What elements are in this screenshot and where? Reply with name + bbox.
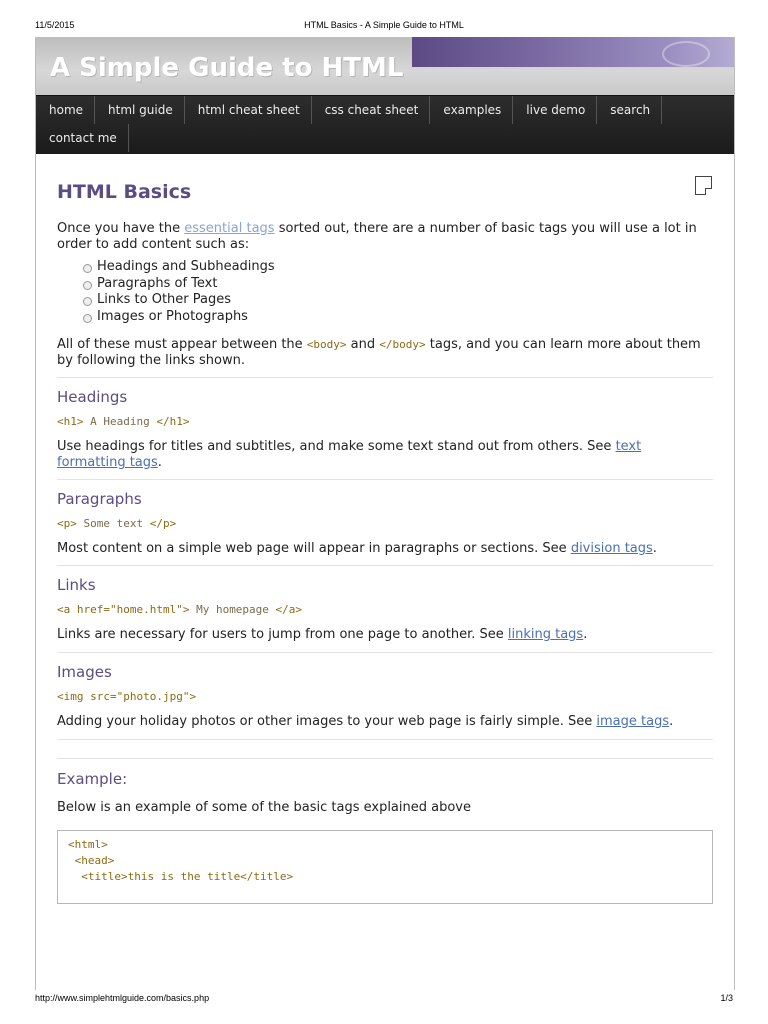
code-line: <title>this is the title</title> — [68, 870, 294, 883]
code-example-paragraphs — [57, 517, 713, 531]
section-divider — [57, 758, 713, 759]
body-tags-text-before: All of these must appear between the — [57, 337, 307, 352]
desc-end: . — [157, 455, 162, 470]
code-example-images — [57, 690, 713, 704]
code-example-headings — [57, 415, 713, 429]
headings-description — [57, 439, 713, 471]
code-open-tag: <p> — [57, 517, 77, 530]
section-divider — [57, 739, 713, 740]
division-tags-link[interactable]: division tags — [570, 541, 653, 556]
section-divider — [57, 565, 713, 566]
desc-end: . — [583, 627, 588, 642]
images-description — [57, 714, 713, 730]
essential-tags-link[interactable]: essential tags — [184, 221, 275, 236]
body-tags-paragraph — [57, 337, 713, 369]
desc-text: Use headings for titles and subtitles, and make some text stand out from others. See — [57, 439, 616, 454]
desc-text: Links are necessary for users to jump from one page to another. See — [57, 627, 508, 642]
section-divider — [57, 377, 713, 378]
body-tags-text-after: tags, and you can learn more about them by following the links shown. — [57, 337, 701, 368]
main-nav — [36, 95, 734, 154]
list-item: Links to Other Pages — [81, 292, 713, 309]
code-content: Some text — [76, 517, 150, 530]
page-title: HTML Basics — [57, 181, 192, 203]
main-content — [36, 154, 734, 904]
list-item: Images or Photographs — [81, 309, 713, 326]
print-footer — [0, 993, 768, 1007]
site-brand[interactable]: A Simple Guide to HTML — [50, 53, 404, 83]
section-divider — [57, 652, 713, 653]
site-frame — [35, 37, 735, 990]
paragraphs-description — [57, 541, 713, 557]
nav-item-contact-me[interactable]: contact me — [36, 124, 129, 152]
nav-item-search[interactable]: search — [597, 96, 662, 124]
swirl-decoration — [662, 41, 710, 67]
desc-text: Adding your holiday photos or other images to your web page is fairly simple. See — [57, 714, 597, 729]
body-open-tag: <body> — [306, 338, 347, 351]
print-header — [0, 20, 768, 34]
code-close-tag: </a> — [275, 603, 303, 616]
code-line: <head> — [68, 854, 115, 867]
code-content: A Heading — [83, 415, 157, 428]
links-description — [57, 627, 713, 643]
code-example-links — [57, 603, 713, 617]
nav-item-examples[interactable]: examples — [430, 96, 513, 124]
code-line: <html> — [68, 838, 108, 851]
section-heading-links: Links — [57, 576, 96, 594]
list-item: Headings and Subheadings — [81, 259, 713, 276]
desc-end: . — [652, 541, 657, 556]
section-heading-paragraphs: Paragraphs — [57, 490, 142, 508]
example-description: Below is an example of some of the basic tags explained above — [57, 800, 471, 815]
page-icon[interactable] — [695, 176, 712, 195]
intro-text-after: sorted out, there are a number of basic tags you will use a lot in order to add content such as: — [57, 221, 697, 252]
code-open-tag: <a href="home.html"> — [57, 603, 190, 616]
body-close-tag: </body> — [379, 338, 426, 351]
example-code-box — [57, 830, 713, 904]
intro-text-before: Once you have the — [57, 221, 185, 236]
code-open-tag: <img src="photo.jpg"> — [57, 690, 197, 703]
nav-item-home[interactable]: home — [36, 96, 95, 124]
text-formatting-tags-link[interactable]: text formatting tags — [57, 439, 642, 470]
body-tags-and: and — [346, 337, 380, 352]
section-heading-example: Example: — [57, 770, 128, 788]
code-close-tag: </h1> — [156, 415, 190, 428]
print-title: HTML Basics - A Simple Guide to HTML — [304, 20, 464, 30]
nav-item-live-demo[interactable]: live demo — [513, 96, 597, 124]
section-divider — [57, 479, 713, 480]
site-banner — [36, 37, 734, 95]
code-content: My homepage — [189, 603, 276, 616]
content-type-list — [81, 259, 713, 325]
nav-item-html-guide[interactable]: html guide — [95, 96, 185, 124]
desc-text: Most content on a simple web page will appear in paragraphs or sections. See — [57, 541, 571, 556]
desc-end: . — [669, 714, 674, 729]
linking-tags-link[interactable]: linking tags — [507, 627, 584, 642]
list-item: Paragraphs of Text — [81, 276, 713, 293]
print-date: 11/5/2015 — [35, 20, 75, 30]
nav-item-html-cheat-sheet[interactable]: html cheat sheet — [185, 96, 312, 124]
banner-ribbon — [412, 37, 734, 67]
code-open-tag: <h1> — [57, 415, 84, 428]
print-url: http://www.simplehtmlguide.com/basics.php — [35, 993, 210, 1003]
section-heading-images: Images — [57, 663, 112, 681]
section-heading-headings: Headings — [57, 388, 128, 406]
print-page-number: 1/3 — [720, 993, 733, 1003]
nav-item-css-cheat-sheet[interactable]: css cheat sheet — [312, 96, 431, 124]
intro-paragraph — [57, 221, 713, 253]
image-tags-link[interactable]: image tags — [596, 714, 670, 729]
code-close-tag: </p> — [149, 517, 177, 530]
